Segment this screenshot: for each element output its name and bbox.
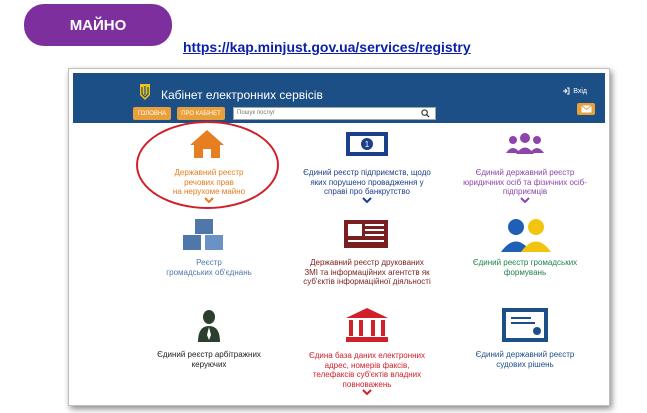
certificate-icon xyxy=(501,307,549,343)
registry-link[interactable]: https://kap.minjust.gov.ua/services/registry xyxy=(183,39,471,55)
tile-label: Єдиний державний реєстр юридичних осіб та фізичних осіб- підприємців xyxy=(463,168,587,196)
app-title: Кабінет електронних сервісів xyxy=(161,88,323,102)
tile-label: Єдиний державний реєстр судових рішень xyxy=(475,350,575,369)
tile-label: Єдиний реєстр підприємств, щодо яких порушено провадження у справі про банкрутство xyxy=(303,168,431,196)
banknote-icon xyxy=(345,131,389,157)
search-input[interactable]: Пошук послуг xyxy=(233,107,436,120)
nav-home-button[interactable]: ГОЛОВНА xyxy=(133,107,171,120)
mail-button[interactable] xyxy=(577,103,595,115)
envelope-icon xyxy=(581,105,592,113)
search-icon[interactable] xyxy=(421,109,430,118)
chevron-down-icon[interactable] xyxy=(362,389,372,395)
section-badge xyxy=(24,4,172,46)
chevron-down-icon[interactable] xyxy=(362,197,372,203)
tile-legal-entities-registry[interactable] xyxy=(425,125,625,205)
svg-text:1: 1 xyxy=(364,140,370,149)
nav-bar xyxy=(73,105,605,123)
tile-label: Реєстр громадських об'єднань xyxy=(166,258,252,277)
building-columns-icon xyxy=(345,307,389,343)
login-link[interactable] xyxy=(562,87,587,95)
nav-about-button[interactable]: ПРО КАБІНЕТ xyxy=(177,107,225,120)
tile-label: Єдина база даних електронних адрес, номерів факсів, телефаксів суб'єктів владних повноважень xyxy=(308,351,426,389)
cubes-icon xyxy=(179,217,231,253)
newspaper-icon xyxy=(343,219,389,249)
two-persons-icon xyxy=(498,217,554,253)
login-label: Вхід xyxy=(573,87,587,95)
tile-label: Єдиний реєстр арбітражних керуючих xyxy=(157,350,261,369)
screenshot-frame xyxy=(68,68,610,406)
app-header xyxy=(73,73,605,105)
chevron-down-icon[interactable] xyxy=(520,197,530,203)
tile-label: Єдиний реєстр громадських формувань xyxy=(472,258,578,277)
tile-label: Державний реєстр друкованих ЗМІ та інформаційних агентств як суб'єктів інформаційної діяльності xyxy=(303,258,431,286)
login-icon xyxy=(562,87,570,95)
manager-icon xyxy=(197,309,221,343)
tile-court-decisions-registry[interactable] xyxy=(425,305,625,375)
tile-label: Державний реєстр речових прав на нерухоме майно xyxy=(172,168,246,196)
highlight-circle xyxy=(136,121,279,209)
people-group-icon xyxy=(504,133,546,155)
trident-emblem-icon xyxy=(139,83,151,101)
badge-label: МАЙНО xyxy=(69,16,127,34)
tile-civic-formations-registry[interactable] xyxy=(425,215,625,285)
